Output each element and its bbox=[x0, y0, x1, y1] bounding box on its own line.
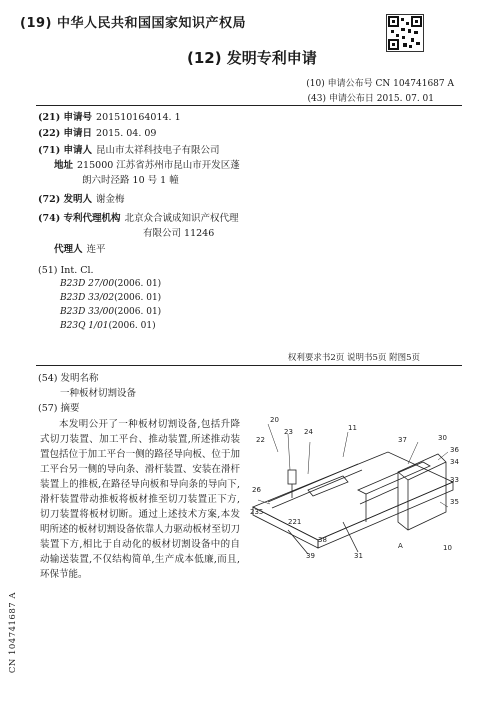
publication-number-label: (10) 申请公布号 bbox=[306, 79, 373, 89]
int-cl-item: B23D 27/00(2006. 01) bbox=[60, 279, 162, 289]
publication-date: 2015. 07. 01 bbox=[376, 94, 434, 104]
inventor: (72) 发明人 谢金梅 bbox=[38, 194, 125, 205]
section-divider bbox=[36, 365, 462, 366]
figure-label: 235 bbox=[250, 508, 264, 516]
publication-number: CN 104741687 A bbox=[375, 79, 454, 89]
office-name: (19) 中华人民共和国国家知识产权局 bbox=[20, 16, 246, 31]
abstract-text: 本发明公开了一种板材切割设备,包括升降式切刀装置、加工平台、推动装置,所述推动装置包括位于加工平台一侧的路径导向板、位于加工平台另一侧的导向条、滑杆装置、安装在滑杆装置上的推板,在路径导向板和导向条的导向下,滑杆装置带动推板将板材推至切刀装置正下方,切刀装置将板材切断。通过上述技术方案,本发明所述的板材切割设备依靠人力驱动板材至切刀装置下方,相比于自动化的板材切割设备中的自动输送装置,不仅结构简单,生产成本低廉,而且,环保节能。 bbox=[40, 419, 240, 580]
figure-label: A bbox=[398, 542, 403, 550]
int-cl-list bbox=[60, 277, 161, 333]
figure-label: 221 bbox=[288, 518, 302, 526]
agent: 代理人 连平 bbox=[54, 244, 106, 255]
application-number: (21) 申请号 201510164014. 1 bbox=[38, 112, 181, 123]
figure-label: 23 bbox=[284, 428, 293, 436]
figure-label: 30 bbox=[438, 434, 447, 442]
figure-label: 36 bbox=[450, 446, 459, 454]
figure-label: 34 bbox=[450, 458, 459, 466]
invention-title-heading: (54) 发明名称 bbox=[38, 373, 99, 384]
figure-label: 31 bbox=[354, 552, 363, 560]
qr-code-icon bbox=[386, 14, 424, 52]
figure-label: 10 bbox=[443, 544, 452, 552]
int-cl-item: B23Q 1/01(2006. 01) bbox=[60, 321, 156, 331]
document-type: (12) 发明专利申请 bbox=[187, 49, 317, 67]
figure-label: 37 bbox=[398, 436, 407, 444]
patent-agency-line2: 有限公司 11246 bbox=[143, 228, 215, 239]
filing-date: (22) 申请日 2015. 04. 09 bbox=[38, 128, 157, 139]
figure-label: 33 bbox=[450, 476, 459, 484]
side-publication-number: CN 104741687 A bbox=[8, 592, 18, 674]
publication-date-label: (43) 申请公布日 bbox=[307, 94, 374, 104]
figure-label: 11 bbox=[348, 424, 357, 432]
figure-label: 20 bbox=[270, 416, 279, 424]
figure-label: 38 bbox=[318, 536, 327, 544]
figure-label: 26 bbox=[252, 486, 261, 494]
int-cl-heading: (51) Int. Cl. bbox=[38, 265, 94, 276]
applicant: (71) 申请人 昆山市太祥科技电子有限公司 bbox=[38, 145, 220, 156]
address-line2: 朗六时泾路 10 号 1 幢 bbox=[82, 175, 179, 186]
header-divider bbox=[36, 105, 462, 106]
figure-label: 24 bbox=[304, 428, 313, 436]
page-counts: 权利要求书2页 说明书5页 附图5页 bbox=[287, 353, 420, 363]
int-cl-item: B23D 33/02(2006. 01) bbox=[60, 293, 162, 303]
figure-label: 39 bbox=[306, 552, 315, 560]
patent-drawing bbox=[248, 412, 463, 562]
address: 地址 215000 江苏省苏州市昆山市开发区蓬 bbox=[54, 160, 240, 171]
figure-label: 22 bbox=[256, 436, 265, 444]
publication-number-row bbox=[306, 76, 454, 89]
int-cl-item: B23D 33/00(2006. 01) bbox=[60, 307, 162, 317]
figure-label: 35 bbox=[450, 498, 459, 506]
abstract-heading: (57) 摘要 bbox=[38, 403, 80, 414]
patent-agency: (74) 专利代理机构 北京众合诚成知识产权代理 bbox=[38, 213, 239, 224]
invention-title: 一种板材切割设备 bbox=[60, 388, 137, 399]
publication-date-row bbox=[308, 91, 434, 104]
